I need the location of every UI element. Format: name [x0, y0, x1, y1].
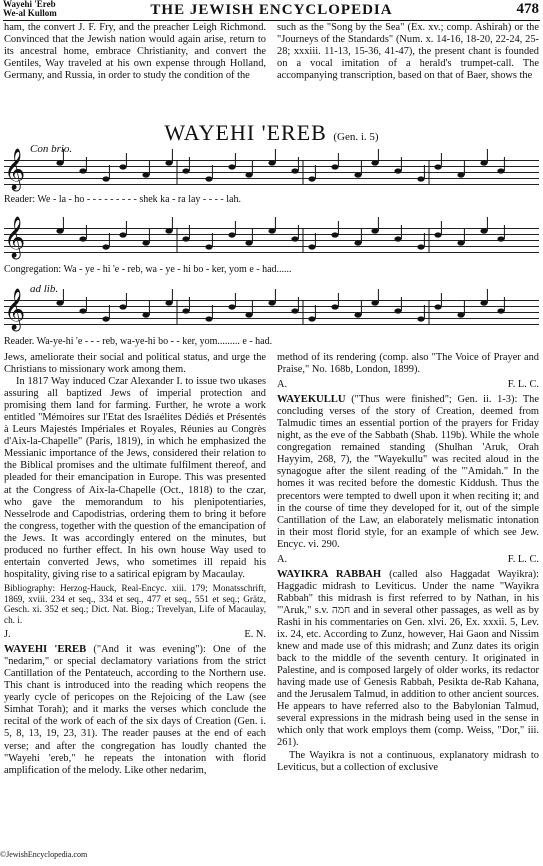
note-head	[480, 160, 487, 165]
note-head	[480, 228, 487, 233]
note-head	[331, 164, 338, 169]
note-head	[182, 308, 189, 313]
note-head	[165, 300, 172, 305]
note-head	[354, 312, 361, 317]
tempo-marking-ad-lib: ad lib.	[30, 283, 59, 295]
note-head	[56, 300, 63, 305]
note-head	[79, 168, 86, 173]
note-head	[308, 176, 315, 181]
lyrics-line-3: Reader. Wa-ye-hi 'e - - - reb, wa-ye-hi bo - - ker, yom......... e - had.	[4, 336, 273, 347]
note-head	[457, 172, 464, 177]
bibliography: Bibliography: Herzog-Hauck, Real-Encyc. xiii. 179; Monatsschrift, 1869, xviii. 234 et seq., 334 et seq., 477 et seq., 551 et seq.; Grätz, Gesch. xi. 352 et seq.; Dict. Nat. Biog.; Trevelyan, Life of Macaulay, ch. i.	[4, 582, 266, 626]
running-head-top: Wayehi 'Ereb	[3, 0, 56, 9]
note-head	[291, 236, 298, 241]
note-head	[417, 316, 424, 321]
note-head	[394, 308, 401, 313]
footer-copyright: ©JewishEncyclopedia.com	[0, 850, 88, 859]
note-head	[119, 164, 126, 169]
note-head	[417, 176, 424, 181]
signature-right: F. L. C.	[507, 553, 539, 565]
note-head	[142, 312, 149, 317]
lyrics-line-2: Congregation: Wa - ye - hi 'e - reb, wa - ye - hi bo - ker, yom e - had......	[4, 264, 292, 275]
note-head	[480, 300, 487, 305]
signature-left: A.	[277, 379, 288, 391]
note-head	[182, 236, 189, 241]
note-head	[142, 172, 149, 177]
note-head	[434, 164, 441, 169]
lyrics-line-1: Reader: We - la - ho - - - - - - - - - shek ka - ra lay - - - - lah.	[4, 194, 241, 205]
treble-clef-icon: 𝄞	[4, 217, 26, 258]
note-head	[308, 244, 315, 249]
note-head	[205, 176, 212, 181]
note-head	[205, 244, 212, 249]
note-head	[434, 304, 441, 309]
note-head	[119, 232, 126, 237]
lower-right-column	[277, 352, 539, 846]
article-heading: WAYIKRA RABBAH	[277, 568, 382, 580]
note-head	[228, 232, 235, 237]
top-right-paragraph: such as the "Song by the Sea" (Ex. xv.; comp. Ashirah) or the "Journeys of the Standards" (Num. x. 14-16, 18-20, 22-24, 25-28; xxxiii. 11-13, 15-36, 41-47), the present chant is founded on a vocal imitation of a herald's trumpet-call. The accompanying transcription, based on that of Baer, shows the	[277, 22, 539, 82]
note-head	[457, 312, 464, 317]
note-head	[102, 316, 109, 321]
note-head	[142, 240, 149, 245]
lower-left-column	[4, 352, 266, 846]
note-head	[268, 160, 275, 165]
treble-clef-icon: 𝄞	[4, 149, 26, 190]
note-head	[291, 308, 298, 313]
note-head	[497, 236, 504, 241]
note-head	[331, 232, 338, 237]
top-left-paragraph: ham, the convert J. F. Fry, and the preacher Leigh Richmond. Convinced that the Jewish nation would again arise, return to its ancestral home, embrace Christianity, and convert the Gentiles, Way traveled at his own expense through Holland, Germany, and Russia, in order to study the condition of the	[4, 22, 266, 82]
right-paragraph-final: The Wayikra is not a continuous, explanatory midrash to Leviticus, but a collection of exclusive	[277, 749, 539, 773]
note-head	[79, 236, 86, 241]
note-head	[165, 228, 172, 233]
note-head	[119, 304, 126, 309]
signature-row	[277, 554, 539, 566]
note-head	[245, 240, 252, 245]
running-head-bottom: We-al Kullom	[3, 8, 57, 18]
article-heading: WAYEHI 'EREB	[4, 644, 87, 656]
note-head	[245, 172, 252, 177]
note-head	[354, 172, 361, 177]
music-reference: (Gen. i. 5)	[333, 131, 379, 143]
note-head	[371, 228, 378, 233]
note-head	[308, 316, 315, 321]
note-head	[268, 300, 275, 305]
note-head	[291, 168, 298, 173]
note-head	[497, 168, 504, 173]
note-head	[79, 308, 86, 313]
note-head	[371, 300, 378, 305]
note-head	[205, 316, 212, 321]
note-head	[434, 232, 441, 237]
signature-left: J.	[4, 629, 11, 641]
note-head	[102, 176, 109, 181]
note-head	[245, 312, 252, 317]
note-head	[417, 244, 424, 249]
note-head	[56, 228, 63, 233]
note-head	[228, 304, 235, 309]
article-body: ("Thus were finished"; Gen. ii. 1-3): The concluding verses of the story of Creation, deemed from Talmudic times an essential portion of the prayers for Friday night, as the eve of the Sabbath (Shab. 119b). While the whole congregation remained standing (Shulhan 'Aruk, Orah Hayyim, 268, 7), the "Wayekullu" was recited aloud in the synagogue after the silent reading of the "'Amidah." In the homes it was recited before the domestic Kiddush. Thus the precentors were tempted to dwell upon it when reciting it; and in the course of time they developed for it, out of the simple Cantillation of the Law, an elaborately melismatic intonation in their most florid style, for an example of which see Jew. Encyc. vi. 290.	[277, 394, 539, 550]
note-head	[394, 168, 401, 173]
note-head	[182, 168, 189, 173]
note-head	[371, 160, 378, 165]
page-number: 478	[516, 1, 539, 17]
signature-row	[277, 379, 539, 391]
left-paragraph-1: Jews, ameliorate their social and political status, and urge the Christians to missionary work among them.	[4, 352, 266, 376]
article-body: (called also Haggadat Wayikra): Haggadic midrash to Leviticus. Under the name "Wayikra Rabbah" this midrash is first referred to by Nathan, in his "'Aruk," s.v. חמה and in several other passages, as well as by Rashi in his commentaries on Gen. xlvi. 26, Ex. xxxii. 5, Lev. ix. 24, etc. According to Zunz, however, Hai Gaon and Nissim knew and made use of this midrash; and Zunz dates its origin back to the middle of the seventh century. It originated in Palestine, and is composed largely of older works, its redactor having made use of Genesis Rabbah, Pesikta de-Rab Kahana, and the Jerusalem Talmud, in addition to other ancient sources. He appears to have referred also to the Babylonian Talmud, several expressions in the midrash being used in the sense in which only that work employs them (comp. Weiss, "Dor," iii. 261).	[277, 568, 539, 749]
signature-right: E. N.	[244, 629, 266, 641]
note-head	[102, 244, 109, 249]
treble-clef-icon: 𝄞	[4, 289, 26, 330]
right-paragraph-1: method of its rendering (comp. also "The Voice of Prayer and Praise," No. 168b, London, 1899).	[277, 352, 539, 376]
note-head	[457, 240, 464, 245]
note-head	[228, 164, 235, 169]
music-title-text: WAYEHI 'EREB	[164, 120, 327, 145]
signature-left: A.	[277, 553, 288, 565]
note-head	[331, 304, 338, 309]
article-body: ("And it was evening"): One of the "nedarim," or special declamatory variations from the strict Cantillation of the Pentateuch, according to the Northern use. This chant is introduced into the reading which reopens the yearly cycle of pericopes on the Rejoicing of the Law (see Simhat Torah); and it marks the verses which conclude the recital of the work of each of the six days of Creation (Gen. i. 5, 8, 13, 19, 23, 31). The reader pauses at the end of each verse; and after the congregation has loudly chanted the "Wayehi 'ereb," he repeats the intonation with florid amplification of the melody. Like other nedarim,	[4, 644, 266, 776]
note-head	[497, 308, 504, 313]
note-head	[354, 240, 361, 245]
note-head	[165, 160, 172, 165]
note-head	[56, 160, 63, 165]
signature-right: F. L. C.	[507, 379, 539, 391]
article-heading: WAYEKULLU	[277, 394, 346, 406]
left-paragraph-2: In 1817 Way induced Czar Alexander I. to issue two ukases assuring all baptized Jews of imperial protection and promising them land for farming. Further, he wrote a work entitled "Mémoires sur l'Etat des Israélites Dédiés et Présentés à Leurs Majestés Impériales et Royales, Réunies au Congrès d'Aix-la-Chapelle" (Paris, 1819), in which he emphasized the Messianic importance of the Jews, considered their relation to the Biblical promises and the ultimate fulfilment thereof, and pleaded for their emancipation in Europe. This was presented at the Congress of Aix-la-Chapelle (Oct., 1818) to the czar, who gave the memorandum to his plenipotentiaries, Nesselrode and Capodistrias, ordering them to bring it before the congress, together with the question of the emancipation of the Jews. It was accordingly entered on the minutes, but produced no further effect. In his own house Way used to entertain converted Jews, who sometimes ill repaid his hospitality, giving rise to a satirical epigram by Macaulay.	[4, 376, 266, 580]
tempo-marking: Con brio.	[30, 143, 73, 155]
note-head	[394, 236, 401, 241]
music-notes	[0, 0, 543, 360]
signature-row	[4, 629, 266, 641]
note-head	[268, 228, 275, 233]
page-title: THE JEWISH ENCYCLOPEDIA	[150, 2, 393, 18]
